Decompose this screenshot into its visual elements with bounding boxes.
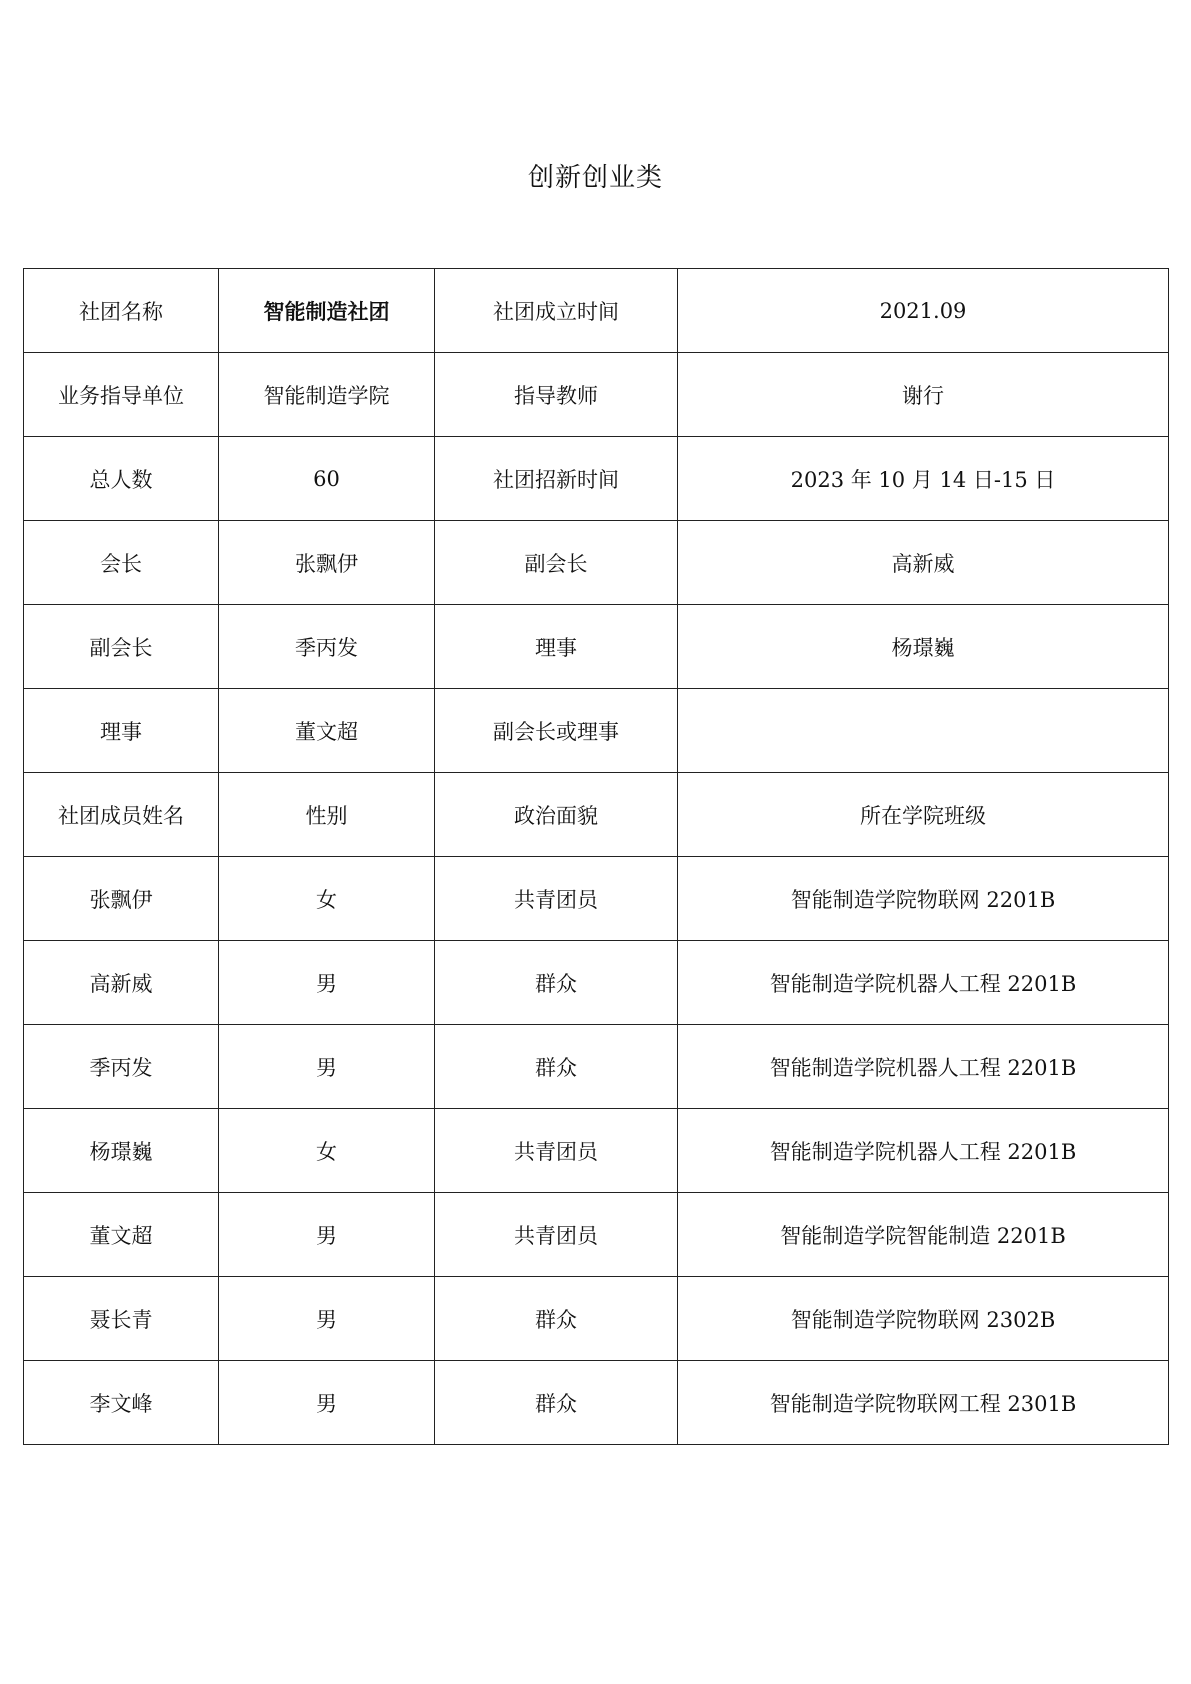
member-gender: 男 <box>219 941 435 1025</box>
member-row <box>24 1193 1169 1277</box>
value-founded-date: 2021.09 <box>678 269 1169 353</box>
value-total-members: 60 <box>219 437 435 521</box>
club-info-table <box>23 268 1169 1445</box>
value-advisor: 谢行 <box>678 353 1169 437</box>
label-founded-date: 社团成立时间 <box>435 269 678 353</box>
member-name: 杨璟巍 <box>24 1109 219 1193</box>
member-name: 高新威 <box>24 941 219 1025</box>
member-political-status: 群众 <box>435 1277 678 1361</box>
info-row-guidance-unit <box>24 353 1169 437</box>
header-member-name: 社团成员姓名 <box>24 773 219 857</box>
member-name: 张飘伊 <box>24 857 219 941</box>
label-vp-or-director: 副会长或理事 <box>435 689 678 773</box>
info-row-total-members <box>24 437 1169 521</box>
member-college-class: 智能制造学院智能制造 2201B <box>678 1193 1169 1277</box>
member-gender: 女 <box>219 857 435 941</box>
member-table-header <box>24 773 1169 857</box>
value-director-2: 董文超 <box>219 689 435 773</box>
label-total-members: 总人数 <box>24 437 219 521</box>
member-name: 李文峰 <box>24 1361 219 1445</box>
member-political-status: 共青团员 <box>435 857 678 941</box>
label-guidance-unit: 业务指导单位 <box>24 353 219 437</box>
member-row <box>24 857 1169 941</box>
member-college-class: 智能制造学院物联网工程 2301B <box>678 1361 1169 1445</box>
member-name: 聂长青 <box>24 1277 219 1361</box>
member-college-class: 智能制造学院机器人工程 2201B <box>678 1109 1169 1193</box>
member-gender: 男 <box>219 1277 435 1361</box>
label-recruitment-time: 社团招新时间 <box>435 437 678 521</box>
member-name: 季丙发 <box>24 1025 219 1109</box>
member-college-class: 智能制造学院机器人工程 2201B <box>678 1025 1169 1109</box>
member-political-status: 共青团员 <box>435 1109 678 1193</box>
member-gender: 男 <box>219 1193 435 1277</box>
member-gender: 女 <box>219 1109 435 1193</box>
member-college-class: 智能制造学院物联网 2201B <box>678 857 1169 941</box>
label-director: 理事 <box>435 605 678 689</box>
member-political-status: 群众 <box>435 1025 678 1109</box>
header-political-status: 政治面貌 <box>435 773 678 857</box>
label-director-2: 理事 <box>24 689 219 773</box>
info-row-director <box>24 689 1169 773</box>
member-row <box>24 1361 1169 1445</box>
member-college-class: 智能制造学院物联网 2302B <box>678 1277 1169 1361</box>
member-name: 董文超 <box>24 1193 219 1277</box>
member-row <box>24 1109 1169 1193</box>
label-advisor: 指导教师 <box>435 353 678 437</box>
member-college-class: 智能制造学院机器人工程 2201B <box>678 941 1169 1025</box>
value-guidance-unit: 智能制造学院 <box>219 353 435 437</box>
value-vice-president-2: 季丙发 <box>219 605 435 689</box>
label-vice-president-2: 副会长 <box>24 605 219 689</box>
member-row <box>24 1277 1169 1361</box>
label-vice-president: 副会长 <box>435 521 678 605</box>
member-political-status: 共青团员 <box>435 1193 678 1277</box>
member-political-status: 群众 <box>435 1361 678 1445</box>
info-row-club-name <box>24 269 1169 353</box>
member-political-status: 群众 <box>435 941 678 1025</box>
value-president: 张飘伊 <box>219 521 435 605</box>
info-row-president <box>24 521 1169 605</box>
member-row <box>24 941 1169 1025</box>
value-director: 杨璟巍 <box>678 605 1169 689</box>
value-vice-president: 高新威 <box>678 521 1169 605</box>
value-club-name: 智能制造社团 <box>219 269 435 353</box>
label-club-name: 社团名称 <box>24 269 219 353</box>
value-recruitment-time: 2023 年 10 月 14 日-15 日 <box>678 437 1169 521</box>
header-gender: 性别 <box>219 773 435 857</box>
member-row <box>24 1025 1169 1109</box>
member-gender: 男 <box>219 1361 435 1445</box>
value-vp-or-director <box>678 689 1169 773</box>
info-row-vice-president <box>24 605 1169 689</box>
page-title: 创新创业类 <box>527 163 663 193</box>
label-president: 会长 <box>24 521 219 605</box>
member-gender: 男 <box>219 1025 435 1109</box>
header-college-class: 所在学院班级 <box>678 773 1169 857</box>
